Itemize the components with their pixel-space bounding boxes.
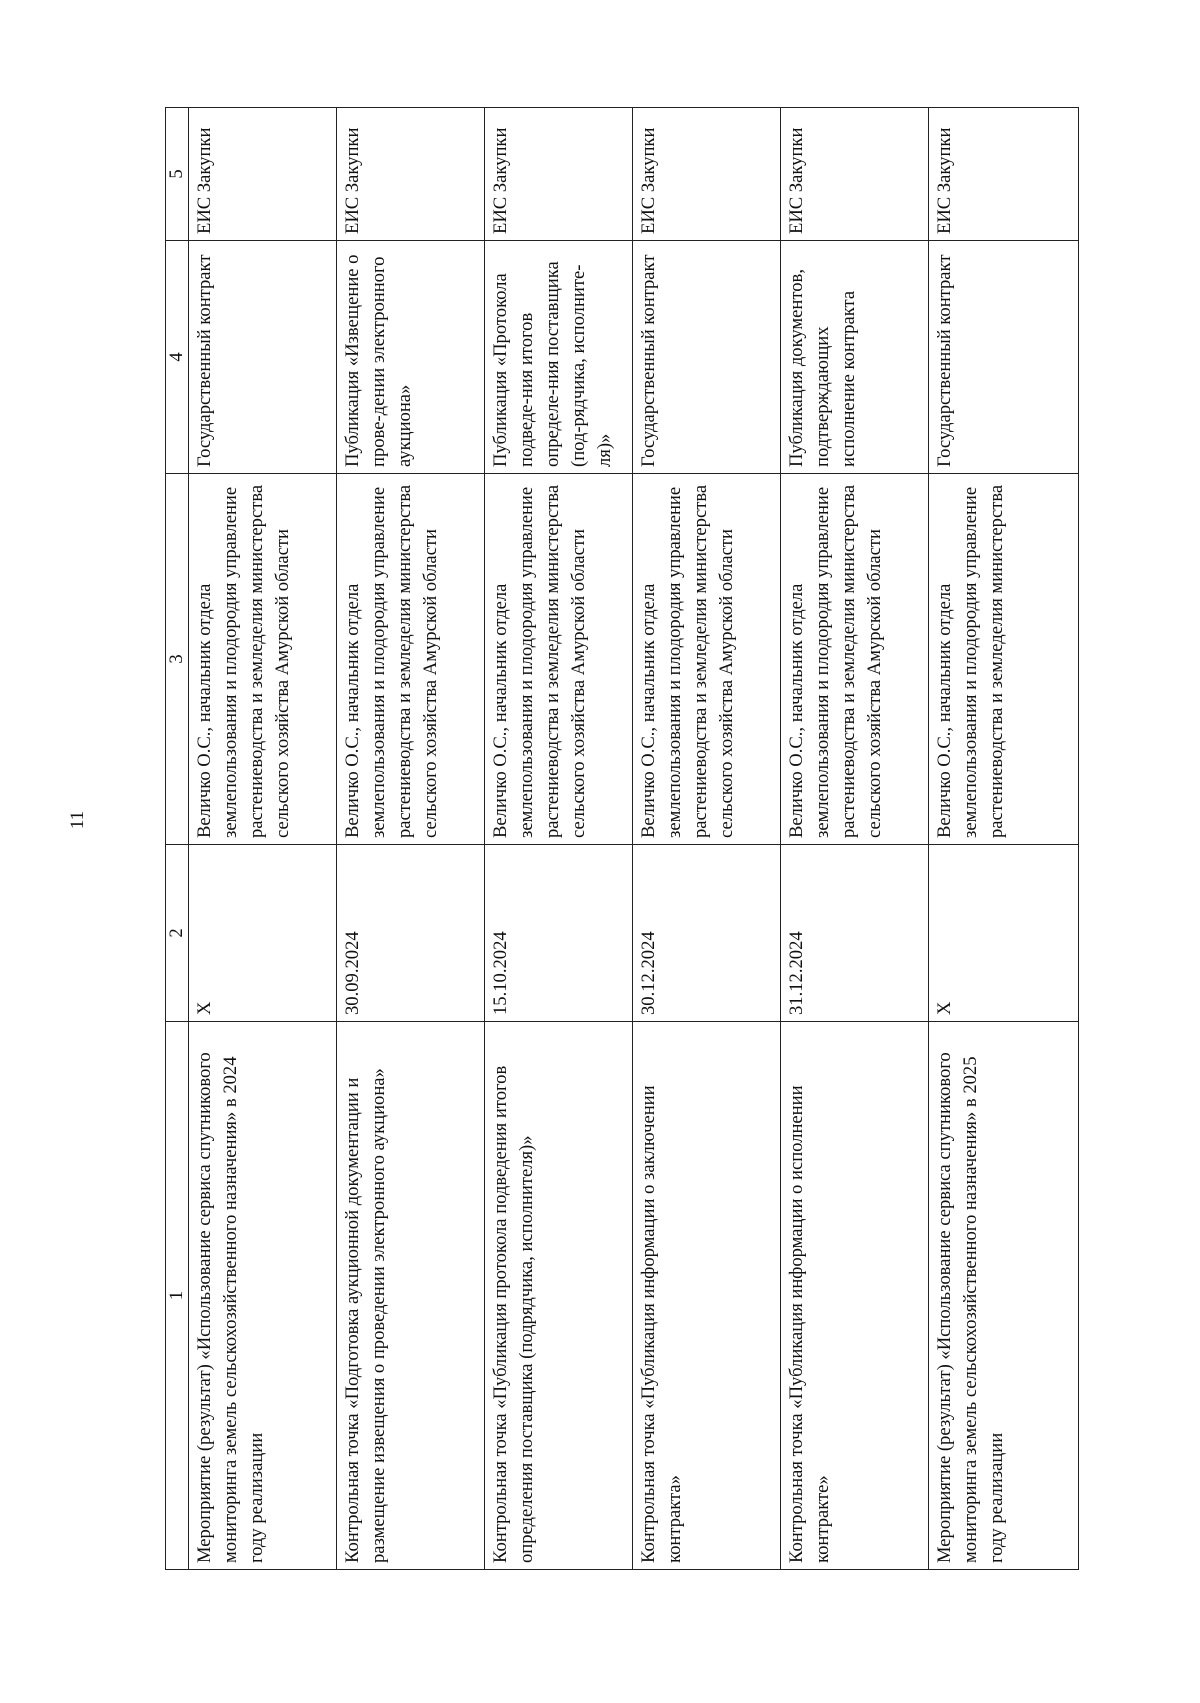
document-cell: Публикация документов, подтверждающих исполнение контракта bbox=[781, 241, 929, 474]
event-cell: Контрольная точка «Подготовка аукционной документации и размещение извещения о проведении электронного аукциона» bbox=[337, 1022, 485, 1570]
system-cell: ЕИС Закупки bbox=[633, 108, 781, 241]
event-cell: Контрольная точка «Публикация информации о исполнении контракте» bbox=[781, 1022, 929, 1570]
responsible-cell: Величко О.С., начальник отдела землепользования и плодородия управление растениеводства и земледелия министерства сельского хозяйства Амурской области bbox=[189, 474, 337, 845]
responsible-cell: Величко О.С., начальник отдела землепользования и плодородия управление растениеводства и земледелия министерства bbox=[929, 474, 1079, 845]
rotated-table-container bbox=[165, 108, 1077, 1570]
document-cell: Публикация «Извещение о прове-дении электронного аукциона» bbox=[337, 241, 485, 474]
event-cell: Контрольная точка «Публикация протокола подведения итогов определения поставщика (подрядчика, исполнителя)» bbox=[485, 1022, 633, 1570]
system-cell: ЕИС Закупки bbox=[929, 108, 1079, 241]
date-cell: 31.12.2024 bbox=[781, 845, 929, 1022]
date-cell: 15.10.2024 bbox=[485, 845, 633, 1022]
responsible-cell: Величко О.С., начальник отдела землепользования и плодородия управление растениеводства и земледелия министерства сельского хозяйства Амурской области bbox=[781, 474, 929, 845]
system-cell: ЕИС Закупки bbox=[781, 108, 929, 241]
table-row bbox=[485, 108, 633, 1570]
system-cell: ЕИС Закупки bbox=[485, 108, 633, 241]
date-cell: 30.12.2024 bbox=[633, 845, 781, 1022]
document-cell: Публикация «Протокола подведе-ния итогов определе-ния поставщика (под-рядчика, исполните-ля)» bbox=[485, 241, 633, 474]
table-row bbox=[781, 108, 929, 1570]
event-cell: Контрольная точка «Публикация информации о заключении контракта» bbox=[633, 1022, 781, 1570]
document-cell: Государственный контракт bbox=[929, 241, 1079, 474]
responsible-cell: Величко О.С., начальник отдела землепользования и плодородия управление растениеводства и земледелия министерства сельского хозяйства Амурской области bbox=[633, 474, 781, 845]
system-cell: ЕИС Закупки bbox=[337, 108, 485, 241]
date-cell: Х bbox=[929, 845, 1079, 1022]
column-header: 4 bbox=[166, 241, 189, 474]
header-row bbox=[166, 108, 189, 1570]
document-cell: Государственный контракт bbox=[633, 241, 781, 474]
table-row bbox=[337, 108, 485, 1570]
responsible-cell: Величко О.С., начальник отдела землепользования и плодородия управление растениеводства и земледелия министерства сельского хозяйства Амурской области bbox=[485, 474, 633, 845]
table-row bbox=[929, 108, 1079, 1570]
column-header: 3 bbox=[166, 474, 189, 845]
responsible-cell: Величко О.С., начальник отдела землепользования и плодородия управление растениеводства и земледелия министерства сельского хозяйства Амурской области bbox=[337, 474, 485, 845]
page-number: 11 bbox=[67, 810, 88, 830]
event-cell: Мероприятие (результат) «Использование сервиса спутникового мониторинга земель сельскохозяйственного назначения» в 2025 году реализации bbox=[929, 1022, 1079, 1570]
system-cell: ЕИС Закупки bbox=[189, 108, 337, 241]
table-row bbox=[189, 108, 337, 1570]
column-header: 2 bbox=[166, 845, 189, 1022]
column-header: 5 bbox=[166, 108, 189, 241]
date-cell: Х bbox=[189, 845, 337, 1022]
document-cell: Государственный контракт bbox=[189, 241, 337, 474]
plan-table bbox=[165, 107, 1079, 1570]
column-header: 1 bbox=[166, 1022, 189, 1570]
date-cell: 30.09.2024 bbox=[337, 845, 485, 1022]
table-row bbox=[633, 108, 781, 1570]
event-cell: Мероприятие (результат) «Использование сервиса спутникового мониторинга земель сельскохозяйственного назначения» в 2024 году реализации bbox=[189, 1022, 337, 1570]
